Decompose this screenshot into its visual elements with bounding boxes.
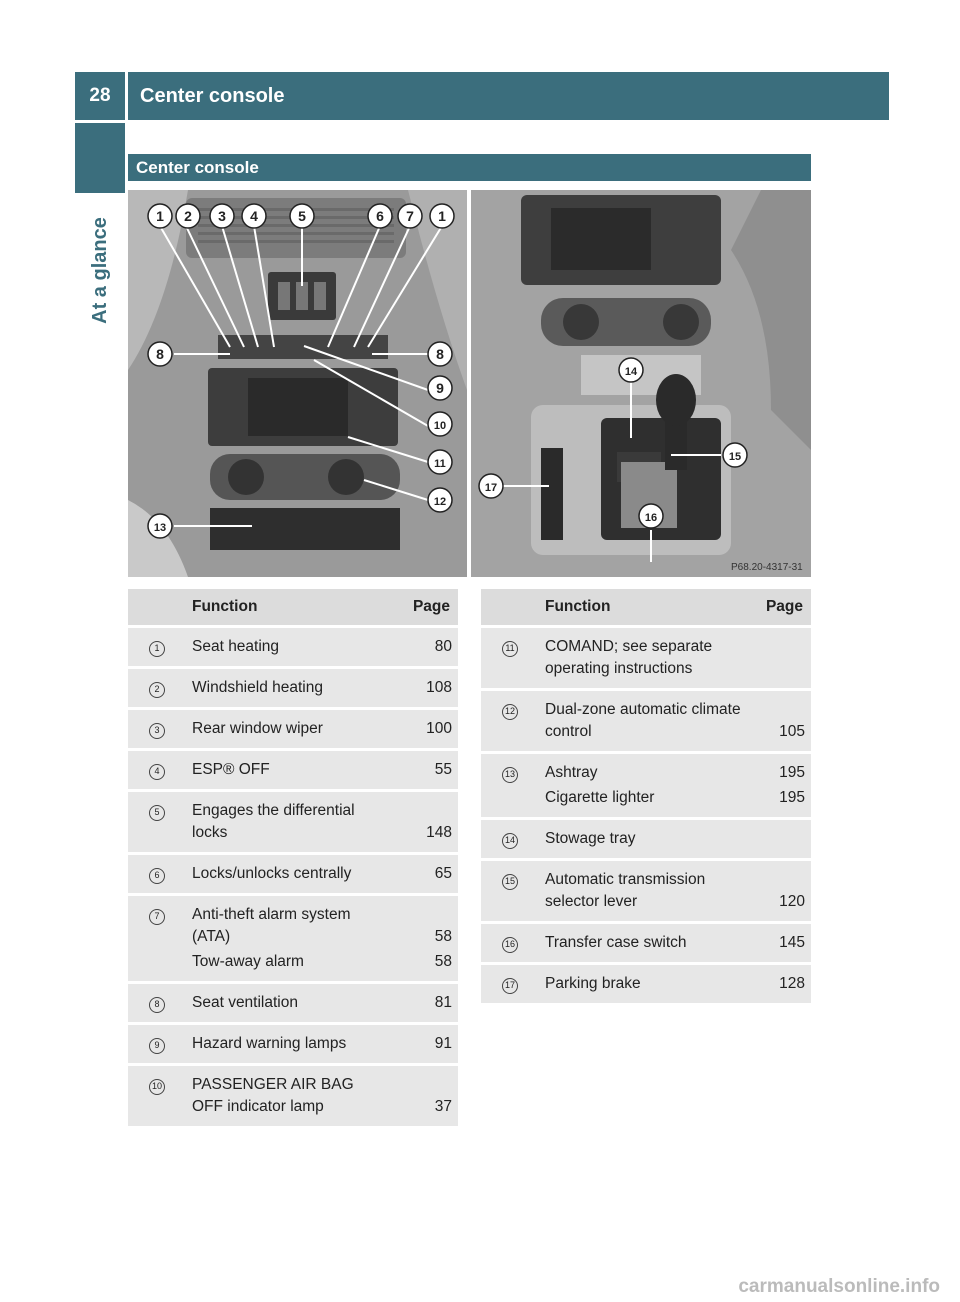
upper-callout-label: 12 [433, 496, 447, 508]
function-cell: Transfer case switch [539, 924, 747, 962]
table-row [128, 792, 458, 852]
function-cell: Stowage tray [539, 820, 747, 858]
page-cell: 120 [747, 861, 811, 921]
table-row [128, 896, 458, 981]
function-cell: Parking brake [539, 965, 747, 1003]
upper-callout-label: 6 [376, 208, 384, 224]
upper-callout-label: 2 [184, 208, 192, 224]
footer-watermark: carmanualsonline.info [738, 1276, 940, 1297]
console-illustration [471, 190, 811, 577]
table-row [481, 754, 811, 817]
lower-callout-label: 14 [624, 366, 638, 378]
function-cell: Dual-zone automatic climate control [539, 691, 747, 751]
upper-callout-label: 10 [433, 420, 447, 432]
table-row [128, 710, 458, 748]
function-cell: Locks/unlocks centrally [186, 855, 394, 893]
page-cell: 65 [394, 855, 458, 893]
page-cell: 100 [394, 710, 458, 748]
callout-number-icon: 15 [502, 874, 518, 890]
upper-callout-label: 3 [218, 208, 226, 224]
function-cell: ESP® OFF [186, 751, 394, 789]
table-row [128, 1025, 458, 1063]
lower-callout-label: 16 [644, 512, 658, 524]
callout-number-icon: 10 [149, 1079, 165, 1095]
side-tab-block [75, 123, 125, 193]
page-cell: 37 [394, 1066, 458, 1126]
table-row [128, 1066, 458, 1126]
table-header-row [481, 589, 811, 625]
page-cell: 81 [394, 984, 458, 1022]
page-cell: 55 [394, 751, 458, 789]
table-row [481, 628, 811, 688]
table-row [481, 965, 811, 1003]
upper-callout-label: 8 [156, 346, 164, 362]
side-section-label: At a glance [88, 216, 111, 324]
table-row [481, 820, 811, 858]
callout-number-icon: 13 [502, 767, 518, 783]
upper-callout-label: 5 [298, 208, 306, 224]
section-title: Center console [128, 154, 811, 181]
page-cell: 128 [747, 965, 811, 1003]
page-cell: 105 [747, 691, 811, 751]
upper-callout-label: 1 [156, 208, 164, 224]
function-cell: Windshield heating [186, 669, 394, 707]
function-cell: Rear window wiper [186, 710, 394, 748]
table-row [481, 691, 811, 751]
table-row [128, 855, 458, 893]
table-row [481, 861, 811, 921]
function-table-right [481, 586, 811, 1006]
table-row [128, 669, 458, 707]
function-cell: Ashtray Cigarette lighter [539, 754, 747, 817]
table-row [128, 984, 458, 1022]
page-cell: 108 [394, 669, 458, 707]
callout-number-icon: 2 [149, 682, 165, 698]
lower-callout-label: 15 [728, 451, 742, 463]
column-header-function: Function [539, 589, 747, 625]
column-header-page: Page [394, 589, 458, 625]
page-cell: 148 [394, 792, 458, 852]
upper-callout-label: 9 [436, 380, 444, 396]
table-row [481, 924, 811, 962]
table-row [128, 628, 458, 666]
page-cell: 195 195 [747, 754, 811, 817]
callout-number-icon: 8 [149, 997, 165, 1013]
function-cell: Automatic transmission selector lever [539, 861, 747, 921]
function-cell: PASSENGER AIR BAG OFF indicator lamp [186, 1066, 394, 1126]
lower-callout-label: 17 [484, 482, 498, 494]
callout-number-icon: 7 [149, 909, 165, 925]
function-cell: Engages the differential locks [186, 792, 394, 852]
dashboard-illustration [128, 190, 467, 577]
upper-callout-label: 13 [153, 522, 167, 534]
center-console-photo-upper [128, 190, 467, 577]
callout-number-icon: 9 [149, 1038, 165, 1054]
page-cell: 145 [747, 924, 811, 962]
page-cell: 58 58 [394, 896, 458, 981]
table-row [128, 751, 458, 789]
callout-number-icon: 17 [502, 978, 518, 994]
callout-number-icon: 6 [149, 868, 165, 884]
table-header-row [128, 589, 458, 625]
callout-number-icon: 12 [502, 704, 518, 720]
callout-number-icon: 16 [502, 937, 518, 953]
upper-callout-label: 8 [436, 346, 444, 362]
page-cell [747, 628, 811, 688]
page-cell [747, 820, 811, 858]
function-cell: Seat ventilation [186, 984, 394, 1022]
upper-callout-label: 11 [434, 458, 446, 470]
page-cell: 80 [394, 628, 458, 666]
upper-callout-label: 4 [250, 208, 258, 224]
function-cell: Anti-theft alarm system (ATA) Tow-away alarm [186, 896, 394, 981]
function-cell: Seat heating [186, 628, 394, 666]
function-cell: COMAND; see separate operating instructions [539, 628, 747, 688]
page-header-title: Center console [128, 72, 889, 120]
upper-callout-label: 1 [438, 208, 446, 224]
callout-number-icon: 5 [149, 805, 165, 821]
column-header-page: Page [747, 589, 811, 625]
page-number: 28 [75, 72, 125, 120]
callout-number-icon: 1 [149, 641, 165, 657]
center-console-photo-lower [471, 190, 811, 577]
function-table-left [128, 586, 458, 1129]
upper-callout-label: 7 [406, 208, 414, 224]
figure-code: P68.20-4317-31 [731, 562, 803, 573]
callout-number-icon: 11 [502, 641, 518, 657]
column-header-function: Function [186, 589, 394, 625]
page-cell: 91 [394, 1025, 458, 1063]
callout-number-icon: 14 [502, 833, 518, 849]
function-cell: Hazard warning lamps [186, 1025, 394, 1063]
callout-number-icon: 3 [149, 723, 165, 739]
callout-number-icon: 4 [149, 764, 165, 780]
